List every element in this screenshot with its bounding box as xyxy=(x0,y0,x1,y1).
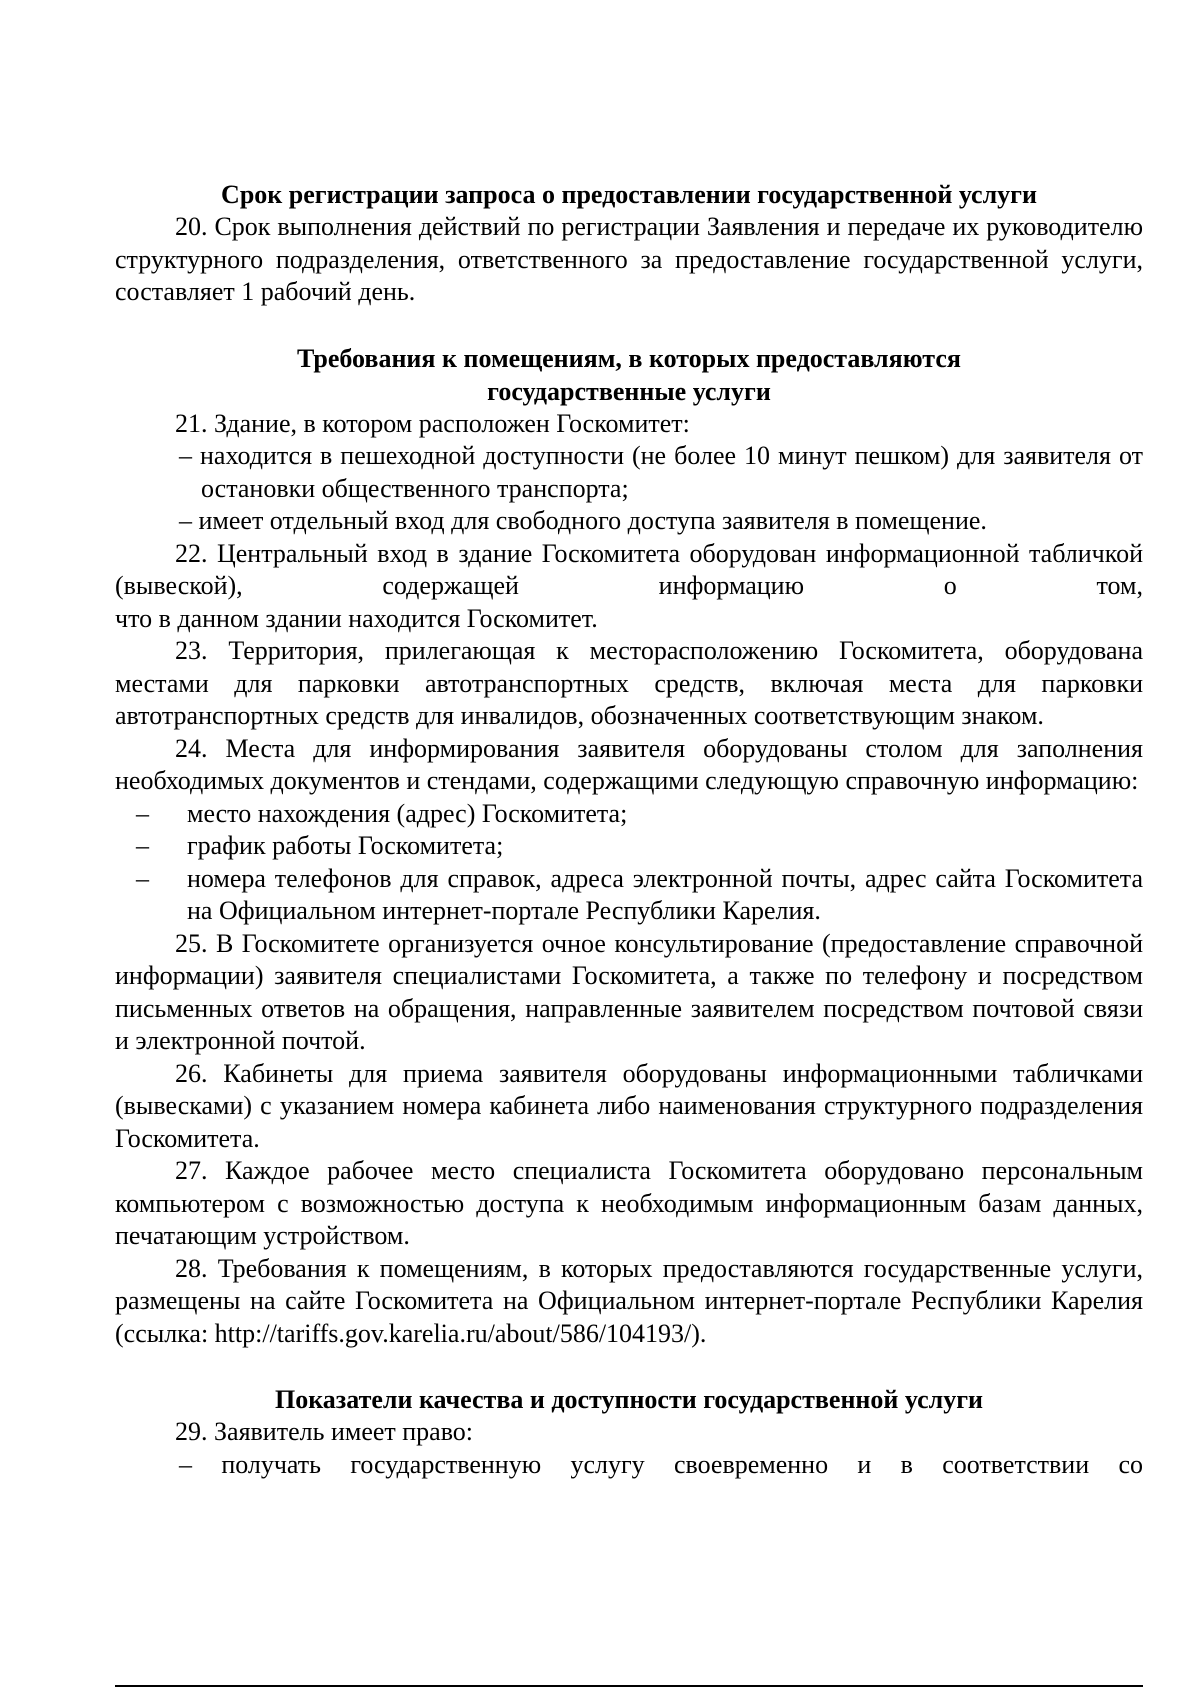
paragraph-21-item-1: – находится в пешеходной доступности (не более 10 минут пешком) для заявителя от остановки общественного транспорта; xyxy=(179,441,1143,503)
paragraph-22-part-2: что в данном здании находится Госкомитет. xyxy=(115,603,598,633)
dash-marker: – xyxy=(136,863,149,893)
section-heading-premises-line2: государственные услуги xyxy=(487,376,771,406)
paragraph-26: 26. Кабинеты для приема заявителя оборудованы информационными табличками (вывесками) с указанием номера кабинета либо наименования структурного подразделения Госкомитета. xyxy=(115,1058,1143,1153)
paragraph-29: 29. Заявитель имеет право: xyxy=(175,1417,474,1446)
paragraph-24-item-1 xyxy=(115,798,1143,831)
paragraph-23: 23. Территория, прилегающая к месторасположению Госкомитета, оборудована местами для парковки автотранспортных средств, включая места для парковки автотранспортных средств для инвалидов, обозначенных соответствующим знаком. xyxy=(115,636,1143,730)
paragraph-27: 27. Каждое рабочее место специалиста Госкомитета оборудовано персональным компьютером с возможностью доступа к необходимым информационным базам данных, печатающим устройством. xyxy=(115,1156,1143,1250)
paragraph-21-item-2: – имеет отдельный вход для свободного доступа заявителя в помещение. xyxy=(179,506,987,535)
paragraph-20: 20. Срок выполнения действий по регистрации Заявления и передаче их руководителю структурного подразделения, ответственного за предоставление государственной услуги, составляет 1 рабочий день. xyxy=(115,212,1143,306)
paragraph-22-part-1: 22. Центральный вход в здание Госкомитета оборудован информационной табличкой (вывеской), содержащей информацию о том, xyxy=(115,538,1143,600)
paragraph-28: 28. Требования к помещениям, в которых предоставляются государственные услуги, размещены на сайте Госкомитета на Официальном интернет-портале Республики Карелия (ссылка: http://tariffs.gov.karelia.ru/about/586/104193/). xyxy=(115,1253,1143,1348)
paragraph-21: 21. Здание, в котором расположен Госкомитет: xyxy=(175,408,690,438)
paragraph-25: 25. В Госкомитете организуется очное консультирование (предоставление справочной информации) заявителя специалистами Госкомитета, а также по телефону и посредством письменных ответов на обращения, направленные заявителем посредством почтовой связи и электронной почтой. xyxy=(115,928,1143,1055)
document-body xyxy=(115,178,1143,1481)
section-heading-premises-line1: Требования к помещениям, в которых предоставляются xyxy=(297,343,961,373)
item-text: номера телефонов для справок, адреса электронной почты, адрес сайта Госкомитета на Официальном интернет-портале Республики Карелия. xyxy=(187,863,1143,925)
paragraph-29-item-1: – получать государственную услугу своевременно и в соответствии со xyxy=(179,1449,1143,1479)
footer-rule xyxy=(115,1685,1143,1687)
dash-marker: – xyxy=(136,831,149,860)
dash-marker: – xyxy=(136,798,149,828)
paragraph-24-item-3 xyxy=(115,863,1143,928)
section-heading-quality-indicators: Показатели качества и доступности государственной услуги xyxy=(274,1385,984,1414)
item-text: график работы Госкомитета; xyxy=(187,831,504,860)
paragraph-24-item-2 xyxy=(115,830,1143,863)
paragraph-24: 24. Места для информирования заявителя оборудованы столом для заполнения необходимых документов и стендами, содержащими следующую справочную информацию: xyxy=(115,733,1143,795)
section-heading-registration-term: Срок регистрации запроса о предоставлении государственной услуги xyxy=(221,180,1037,209)
item-text: место нахождения (адрес) Госкомитета; xyxy=(187,798,628,828)
